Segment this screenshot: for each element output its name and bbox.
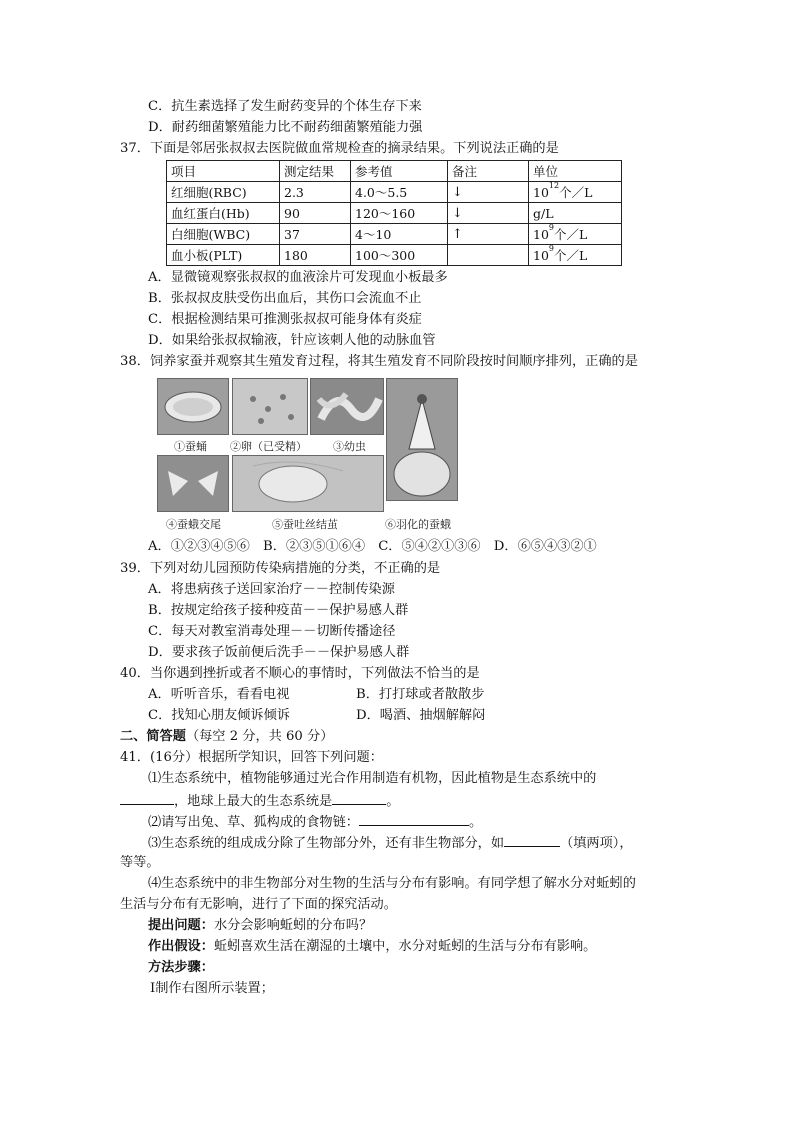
egg-illustration — [233, 379, 307, 434]
silkworm-egg-photo — [232, 378, 308, 435]
moth-emerging-photo — [386, 378, 458, 501]
q39-option-d: D．要求孩子饭前便后洗手－－保护易感人群 — [148, 645, 410, 660]
hypothesis-text: 蚯蚓喜欢生活在潮湿的土壤中，水分对蚯蚓的生活与分布有影响。 — [213, 939, 597, 954]
q41-part3-line2: 等等。 — [120, 855, 160, 870]
moth-mating-photo — [157, 455, 229, 512]
unit-base: 10 — [533, 185, 549, 200]
q41-part4-line2: 生活与分布有无影响，进行了下面的探究活动。 — [120, 897, 397, 912]
q40-stem: 40．当你遇到挫折或者不顺心的事情时，下列做法不恰当的是 — [120, 666, 480, 681]
q37-stem: 37．下面是邻居张叔叔去医院做血常规检查的摘录结果。下列说法正确的是 — [120, 141, 559, 156]
q39-option-c: C．每天对教室消毒处理－－切断传播途径 — [148, 624, 396, 639]
cell-note — [448, 245, 529, 266]
q37-option-b: B．张叔叔皮肤受伤出血后，其伤口会流血不止 — [148, 291, 422, 306]
mating-illustration — [158, 456, 228, 511]
caption-pupa: ①蚕蛹 — [174, 440, 207, 453]
pupa-illustration — [158, 379, 228, 434]
caption-larva: ③幼虫 — [333, 440, 366, 453]
caption-cocoon: ⑤蚕吐丝结茧 — [272, 518, 338, 531]
unit-exponent: 12 — [548, 181, 560, 190]
q37-option-c: C．根据检测结果可推测张叔叔可能身体有炎症 — [148, 312, 422, 327]
q40-option-b: B．打打球或者散散步 — [356, 687, 485, 702]
cell-unit — [529, 203, 622, 224]
section2-heading — [120, 727, 333, 747]
q40-option-d: D．喝酒、抽烟解解闷 — [356, 708, 486, 723]
q41-part1-mid: ，地球上最大的生态系统是 — [174, 794, 333, 809]
caption-moth: ⑥羽化的蚕蛾 — [385, 518, 451, 531]
table-row — [167, 224, 622, 245]
cell-result: 90 — [280, 203, 351, 224]
table-header-row — [167, 161, 622, 182]
cell-item: 红细胞(RBC) — [167, 182, 280, 203]
q41-stem: 41．(16分）根据所学知识，回答下列问题： — [120, 750, 383, 765]
silkworm-pupa-photo — [157, 378, 229, 435]
down-arrow-icon: ↓ — [448, 203, 529, 224]
q36-option-c: C．抗生素选择了发生耐药变异的个体生存下来 — [148, 99, 422, 114]
q39-option-b: B．按规定给孩子接种疫苗－－保护易感人群 — [148, 603, 409, 618]
caption-egg: ②卵（已受精） — [230, 440, 307, 453]
header-item: 项目 — [167, 161, 280, 182]
cell-result: 2.3 — [280, 182, 351, 203]
cell-reference: 4～10 — [351, 224, 448, 245]
unit-tail: 个／L — [554, 227, 588, 242]
q37-option-a: A．显微镜观察张叔叔的血液涂片可发现血小板最多 — [148, 270, 448, 285]
q41-part3-end: （填两项）， — [560, 836, 633, 851]
q41-part3-line1 — [148, 832, 633, 854]
answer-blank[interactable] — [504, 832, 560, 847]
answer-blank[interactable] — [120, 790, 174, 805]
answer-blank[interactable] — [359, 811, 469, 826]
header-note: 备注 — [448, 161, 529, 182]
cell-result: 180 — [280, 245, 351, 266]
unit-tail: 个／L — [559, 185, 593, 200]
moth-emerging-illustration — [387, 379, 457, 500]
cell-item: 血小板(PLT) — [167, 245, 280, 266]
cell-item: 白细胞(WBC) — [167, 224, 280, 245]
larva-illustration — [311, 379, 383, 434]
cell-unit — [529, 245, 622, 266]
table-row — [167, 245, 622, 266]
section2-title: 二、简答题 — [120, 729, 186, 744]
unit-base: g/L — [533, 205, 554, 221]
ask-text: 水分会影响蚯蚓的分布吗？ — [213, 918, 373, 933]
q37-option-d: D．如果给张叔叔输液，针应该刺人他的动脉血管 — [148, 333, 436, 348]
q41-part2-end: 。 — [469, 815, 483, 830]
q38-stem: 38．饲养家蚕并观察其生殖发育过程，将其生殖发育不同阶段按时间顺序排列，正确的是 — [120, 354, 638, 369]
q40-option-a: A．听听音乐，看看电视 — [148, 687, 290, 702]
up-arrow-icon: ↑ — [448, 224, 529, 245]
unit-exponent: 9 — [548, 244, 554, 253]
cell-unit — [529, 224, 622, 245]
cell-reference: 4.0～5.5 — [351, 182, 448, 203]
q36-option-d: D．耐药细菌繁殖能力比不耐药细菌繁殖能力强 — [148, 120, 423, 135]
q41-step1: Ⅰ制作右图所示装置； — [150, 981, 274, 996]
cell-unit — [529, 182, 622, 203]
cell-result: 37 — [280, 224, 351, 245]
unit-tail: 个／L — [554, 248, 588, 263]
q41-part4-line1: ⑷生态系统中的非生物部分对生物的生活与分布有影响。有同学想了解水分对蚯蚓的 — [148, 876, 636, 891]
q40-option-c: C．找知心朋友倾诉倾诉 — [148, 708, 290, 723]
cocoon-illustration — [233, 456, 383, 511]
q41-ask — [148, 916, 372, 936]
caption-mating: ④蚕蛾交尾 — [166, 518, 221, 531]
answer-blank[interactable] — [332, 790, 386, 805]
q41-part3-text: ⑶生态系统的组成成分除了生物部分外，还有非生物部分，如 — [148, 836, 505, 851]
unit-exponent: 9 — [548, 223, 554, 232]
header-unit: 单位 — [529, 161, 622, 182]
header-reference: 参考值 — [351, 161, 448, 182]
unit-base: 10 — [533, 227, 549, 242]
q39-option-a: A．将患病孩子送回家治疗－－控制传染源 — [148, 582, 395, 597]
header-result: 测定结果 — [280, 161, 351, 182]
silkworm-larva-photo — [310, 378, 384, 435]
q41-hypothesis — [148, 937, 596, 957]
hypothesis-label: 作出假设： — [148, 939, 214, 954]
q41-part1-end: 。 — [386, 794, 400, 809]
q41-part2 — [148, 811, 482, 833]
blood-test-table — [166, 160, 622, 266]
cell-reference: 100～300 — [351, 245, 448, 266]
q41-part2-text: ⑵请写出兔、草、狐构成的食物链： — [148, 815, 359, 830]
down-arrow-icon: ↓ — [448, 182, 529, 203]
cell-reference: 120～160 — [351, 203, 448, 224]
method-label: 方法步骤： — [148, 960, 214, 975]
q39-stem: 39．下列对幼儿园预防传染病措施的分类，不正确的是 — [120, 561, 441, 576]
table-row — [167, 203, 622, 224]
section2-note: （每空 2 分，共 60 分） — [185, 729, 334, 744]
q41-part1-line2 — [120, 790, 399, 812]
table-row — [167, 182, 622, 203]
cell-item: 血红蛋白(Hb) — [167, 203, 280, 224]
q41-method-label — [148, 958, 214, 978]
ask-label: 提出问题： — [148, 918, 214, 933]
unit-base: 10 — [533, 248, 549, 263]
q38-options: A．①②③④⑤⑥ B．②③⑤①⑥④ C．⑤④②①③⑥ D．⑥⑤④③②① — [148, 539, 597, 554]
cocoon-photo — [232, 455, 384, 512]
q41-part1-line1: ⑴生态系统中，植物能够通过光合作用制造有机物，因此植物是生态系统中的 — [148, 771, 597, 786]
